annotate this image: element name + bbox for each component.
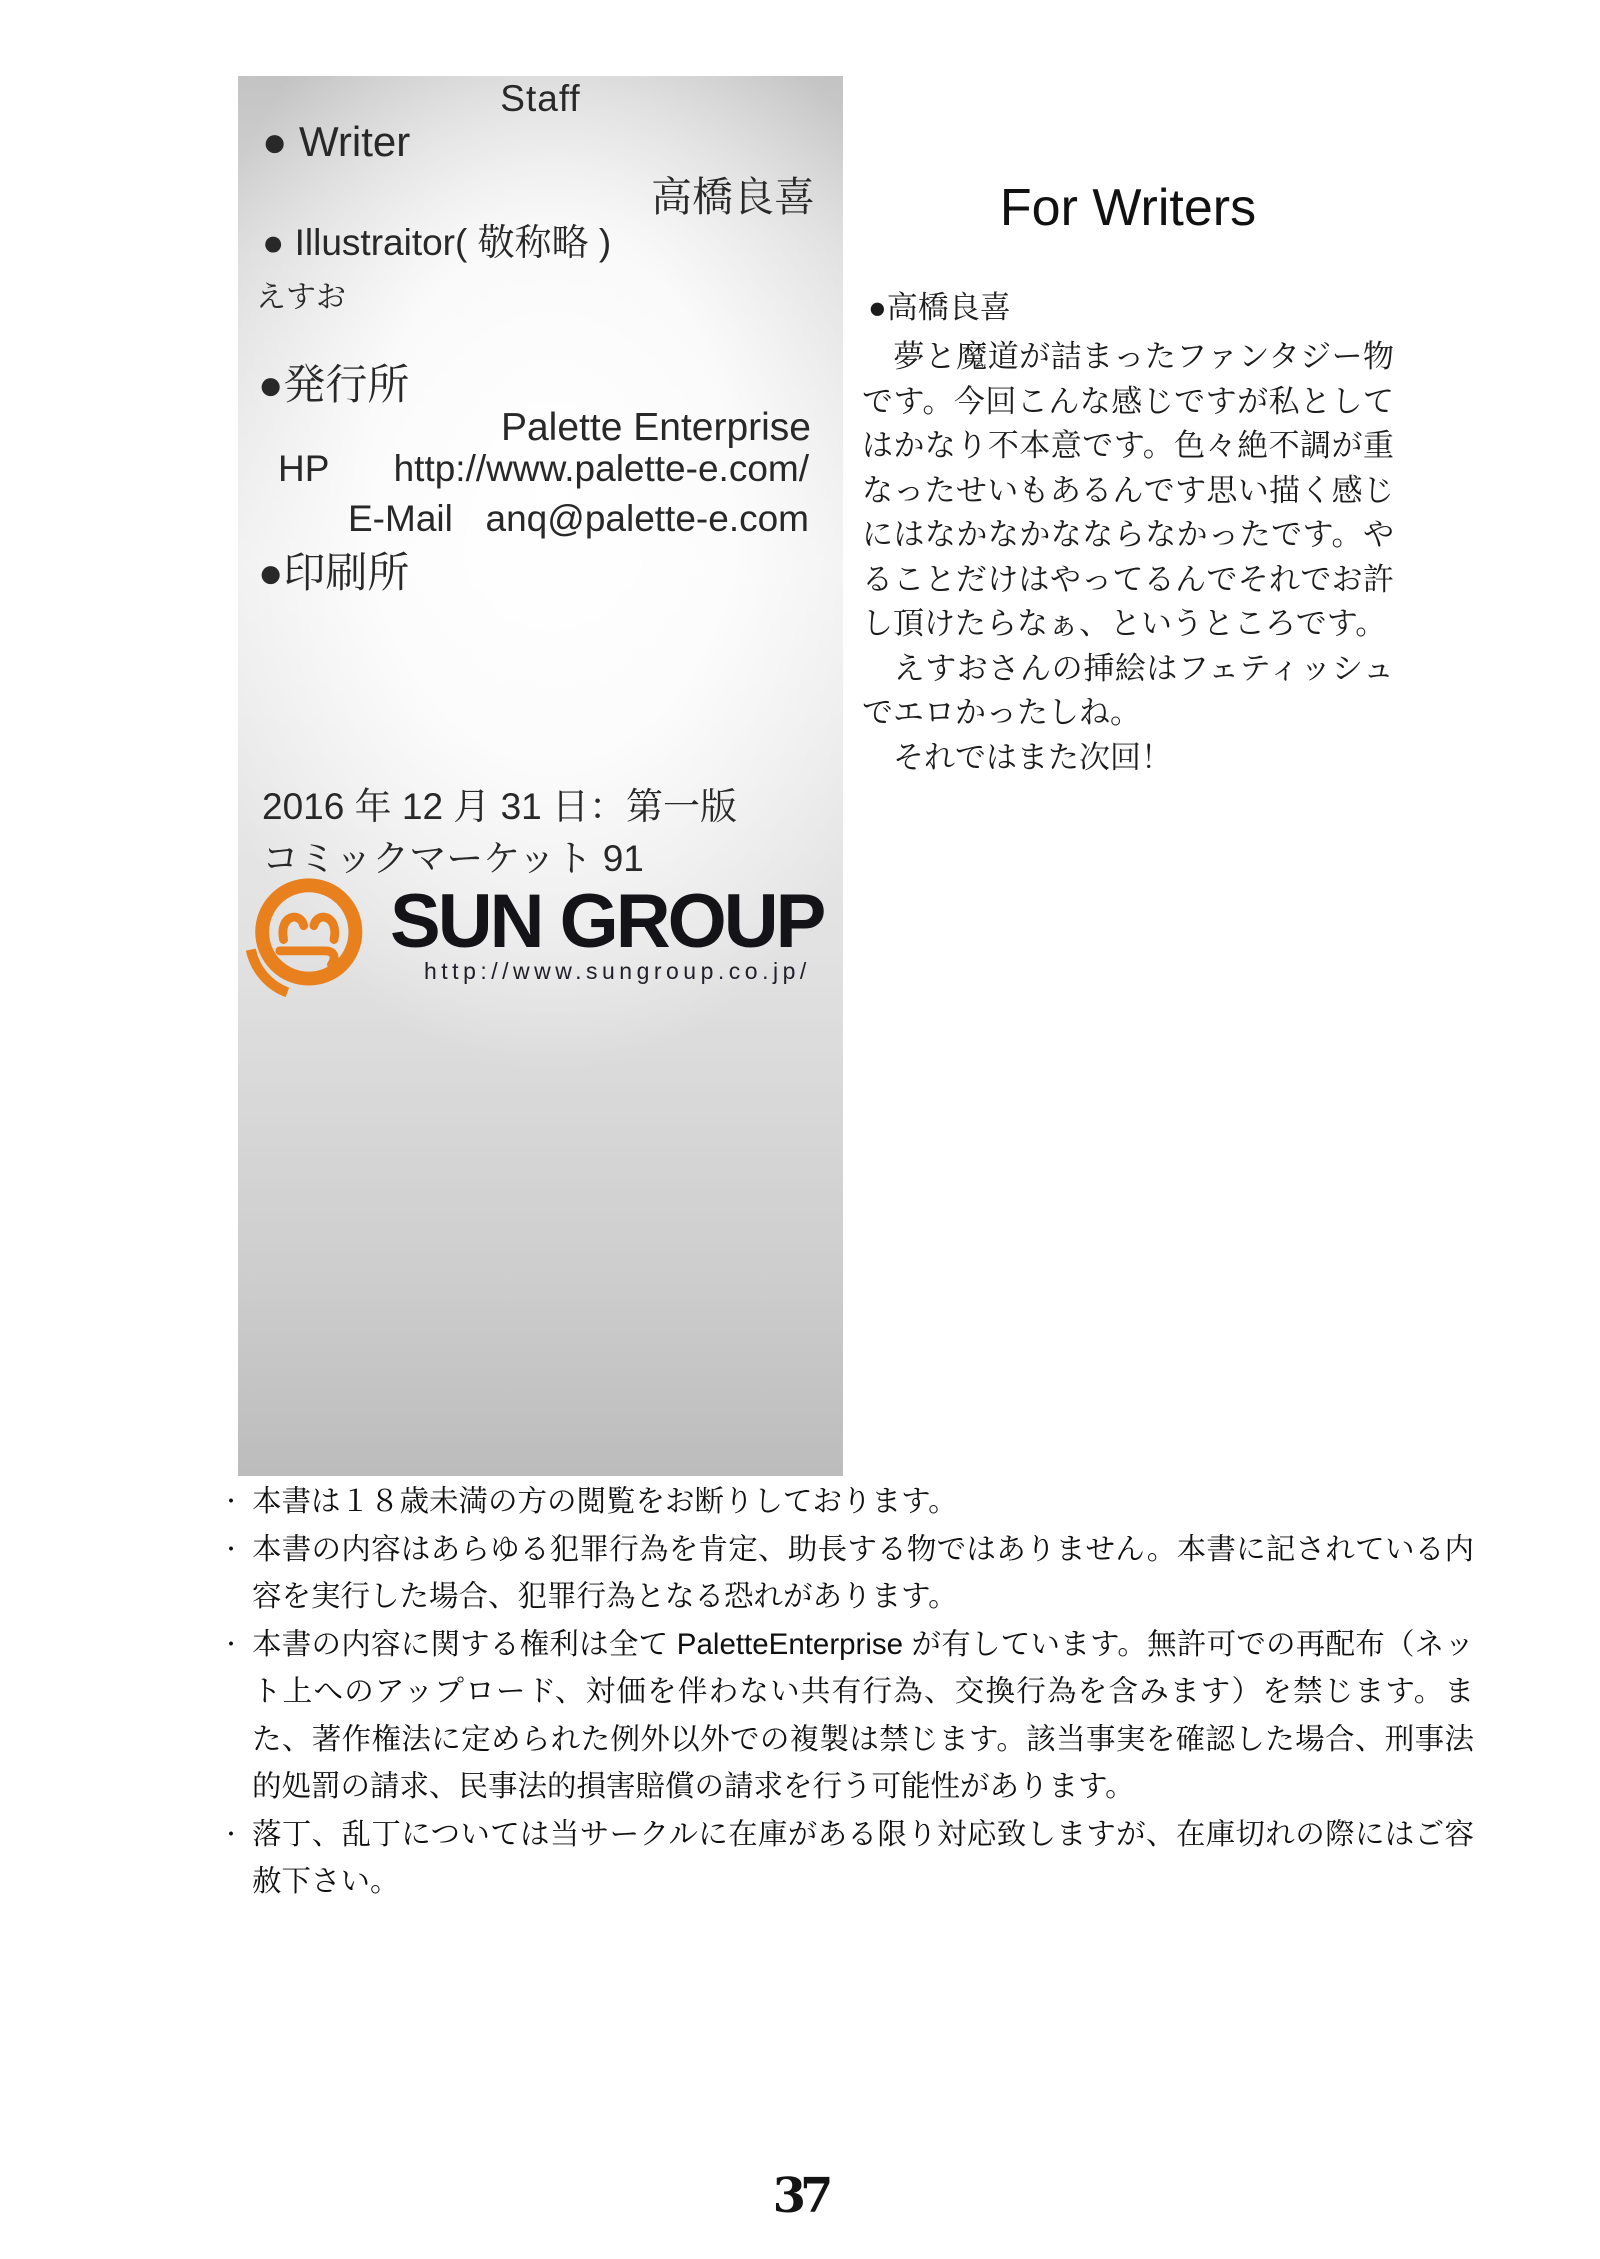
email-row xyxy=(348,498,809,540)
afterword-paragraph: それではまた次回！ xyxy=(862,739,1172,775)
sun-group-logo-icon xyxy=(242,874,368,1000)
list-item xyxy=(218,1621,1474,1811)
staff-title: Staff xyxy=(500,78,581,119)
disclaimer-text: 落丁、乱丁については当サークルに在庫がある限り対応致しますが、在庫切れの際にはご容赦下さい。 xyxy=(252,1817,1474,1898)
email-label: E-Mail xyxy=(348,498,453,539)
list-item xyxy=(218,1478,1474,1526)
disclaimer-list xyxy=(218,1478,1474,1906)
writer-name: 高橋良喜 xyxy=(651,174,815,220)
sun-group-logo-text: SUN GROUP xyxy=(390,879,824,964)
bullet-icon: ・ xyxy=(220,1821,243,1847)
disclaimer-text: 本書の内容に関する権利は全て PaletteEnterprise が有しています。無許可での再配布（ネット上へのアップロード、対価を伴わない共有行為、交換行為を含みます）を禁じます。また、著作権法に定められた例外以外での複製は禁じます。該当事実を確認した場合、刑事法的処罰の請求、民事法的損害賠償の請求を行う可能性があります。 xyxy=(252,1627,1474,1803)
sun-group-logo xyxy=(238,876,843,1006)
disclaimer-text: 本書は１８歳未満の方の閲覧をお断りしております。 xyxy=(252,1485,958,1518)
list-item xyxy=(218,1811,1474,1906)
publisher-name: Palette Enterprise xyxy=(500,406,811,449)
afterword-paragraph: えすおさんの挿絵はフェティッシュでエロかったしね。 xyxy=(862,650,1394,730)
homepage-label: HP xyxy=(278,448,330,489)
sun-group-logo-url: http://www.sungroup.co.jp/ xyxy=(424,958,811,984)
afterword-title: For Writers xyxy=(999,179,1257,237)
page-number: 37 xyxy=(772,2168,828,2224)
list-item xyxy=(218,1526,1474,1621)
bullet-icon: ・ xyxy=(220,1536,243,1562)
homepage-url: http://www.palette-e.com/ xyxy=(393,448,809,489)
email-address: anq@palette-e.com xyxy=(485,498,809,539)
afterword-author: ●高橋良喜 xyxy=(868,290,1011,325)
writer-label: ● Writer xyxy=(262,118,411,165)
illustrator-name: えすお xyxy=(256,281,346,314)
edition-line: 2016 年 12 月 31 日：第一版 xyxy=(262,786,738,827)
disclaimer-text: 本書の内容はあらゆる犯罪行為を肯定、助長する物ではありません。本書に記されている内容を実行した場合、犯罪行為となる恐れがあります。 xyxy=(252,1532,1474,1613)
publisher-label: ●発行所 xyxy=(258,361,410,408)
printer-label: ●印刷所 xyxy=(258,549,410,596)
bullet-icon: ・ xyxy=(220,1631,243,1657)
bullet-icon: ・ xyxy=(220,1489,243,1514)
homepage-row xyxy=(278,448,809,490)
afterword-paragraph: 夢と魔道が詰まったファンタジー物です。今回こんな感じですが私としてはかなり不本意です。色々絶不調が重なったせいもあるんです思い描く感じにはなかなかなならなかったです。やることだけはやってるんでそれでお許し頂けたらなぁ、というところです。 xyxy=(862,339,1394,641)
illustrator-label: ● Illustraitor( 敬称略 ) xyxy=(262,222,612,263)
event-line: コミックマーケット 91 xyxy=(262,838,644,879)
colophon-panel xyxy=(238,76,843,1476)
afterword-section xyxy=(862,178,1394,780)
